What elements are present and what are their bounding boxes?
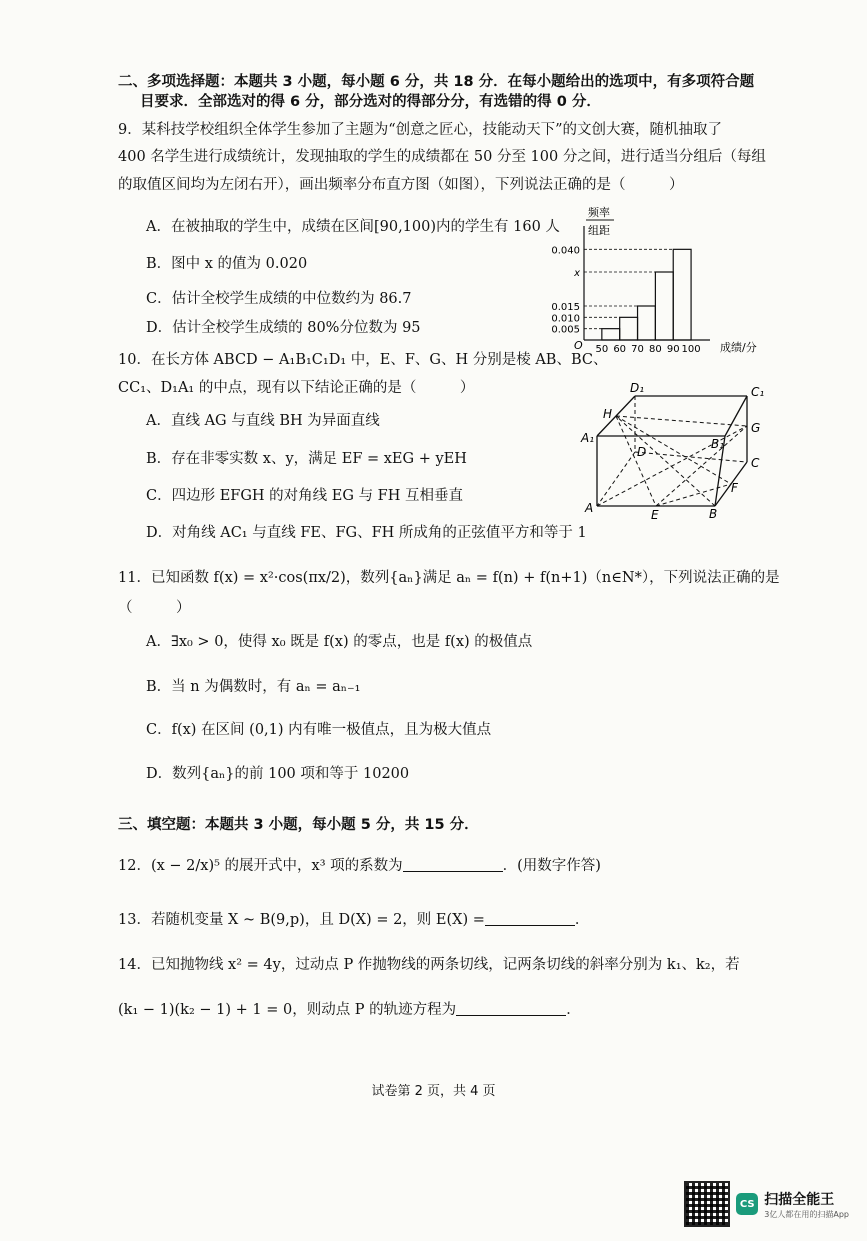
q11-stem-line1: 11．已知函数 f(x) = x²·cos(πx/2)，数列{aₙ}满足 aₙ = f(n) + f(n+1)（n∈N*），下列说法正确的是 [118,570,780,586]
cuboid-label-a: A [585,501,594,515]
q11-option-c: C．f(x) 在区间 (0,1) 内有唯一极值点，且为极大值点 [146,722,492,738]
q9-option-c: C．估计全校学生成绩的中位数约为 86.7 [146,291,412,307]
hist-xtick-label-60: 60 [613,344,627,355]
q10-option-a: A．直线 AG 与直线 BH 为异面直线 [146,413,380,429]
cuboid-label-a1: A₁ [581,431,595,445]
hist-ytick-label-1: x [574,268,580,279]
q13 [118,910,589,930]
q10-option-d: D．对角线 AC₁ 与直线 FE、FG、FH 所成角的正弦值平方和等于 1 [146,525,587,541]
section3-heading: 三、填空题：本题共 3 小题，每小题 5 分，共 15 分． [118,817,479,833]
hist-bar-80 [655,272,673,340]
section2-heading-line1: 二、多项选择题：本题共 3 小题，每小题 6 分，共 18 分．在每小题给出的选项中，有多项符合题 [118,74,755,90]
hist-bar-90 [673,249,691,340]
cuboid-label-d1: D₁ [630,381,645,395]
q11-stem-line2: （ ） [118,600,191,616]
q10-option-b: B．存在非零实数 x、y，满足 EF = xEG + yEH [146,451,467,467]
q9-option-a: A．在被抽取的学生中，成绩在区间[90,100)内的学生有 160 人 [146,219,560,235]
q12-text-pre: 12．(x − 2/x)⁵ 的展开式中，x³ 项的系数为 [118,858,403,874]
hist-ylabel-bottom: 组距 [588,224,610,237]
scanner-watermark [684,1191,849,1241]
camscanner-logo-icon: CS [736,1193,758,1215]
cuboid-label-e: E [651,508,659,522]
q14-answer-blank[interactable] [456,1001,566,1016]
hist-xtick-label-50: 50 [595,344,609,355]
q9-stem-line2: 400 名学生进行成绩统计，发现抽取的学生的成绩都在 50 分至 100 分之间，进行适当分组后（每组 [118,149,766,165]
hist-ylabel-top: 频率 [588,206,610,219]
frequency-histogram [540,198,770,360]
hist-bar-60 [620,317,638,340]
q9-stem-line1: 9．某科技学校组织全体学生参加了主题为“创意之匠心，技能动天下”的文创大赛，随机抽取了 [118,122,723,138]
hist-origin: O [574,339,583,352]
qr-code-icon [684,1181,730,1227]
q10-stem-line2: CC₁、D₁A₁ 的中点，现有以下结论正确的是（ ） [118,380,475,396]
hist-xtick-label-70: 70 [631,344,644,355]
hist-xtick-label-80: 80 [649,344,662,355]
q11-option-a: A．∃x₀ > 0，使得 x₀ 既是 f(x) 的零点，也是 f(x) 的极值点 [146,634,533,650]
watermark-brand: 扫描全能王 [764,1191,835,1208]
cuboid-label-g: G [751,421,761,435]
cuboid-label-d: D [637,445,647,459]
cuboid-figure [575,378,775,523]
cuboid-label-f: F [731,481,738,495]
q10-option-c: C．四边形 EFGH 的对角线 EG 与 FH 互相垂直 [146,488,463,504]
q14-stem-line1: 14．已知抛物线 x² = 4y，过动点 P 作抛物线的两条切线，记两条切线的斜率分别为 k₁、k₂，若 [118,957,740,973]
cuboid-label-c: C [751,456,760,470]
q13-answer-blank[interactable] [485,911,575,926]
q14-text-pre: (k₁ − 1)(k₂ − 1) + 1 = 0，则动点 P 的轨迹方程为 [118,1002,457,1018]
hist-ytick-label-4: 0.005 [551,324,580,336]
q12 [118,856,601,876]
q11-option-b: B．当 n 为偶数时，有 aₙ = aₙ₋₁ [146,679,361,695]
hist-xlabel: 成绩/分 [720,341,757,354]
page-footer: 试卷第 2 页，共 4 页 [371,1084,496,1099]
q10-stem-line1: 10．在长方体 ABCD − A₁B₁C₁D₁ 中，E、F、G、H 分别是棱 AB、BC、 [118,352,608,368]
cuboid-label-b: B [709,507,718,521]
hist-ytick-label-0: 0.040 [551,245,580,257]
cuboid-label-c1: C₁ [751,385,765,399]
hist-bar-50 [602,329,620,340]
hist-ytick-label-3: 0.010 [551,313,580,325]
section2-heading-line2: 目要求．全部选对的得 6 分，部分选对的得部分分，有选错的得 0 分． [140,94,601,110]
q13-text-pre: 13．若随机变量 X ~ B(9,p)，且 D(X) = 2，则 E(X) = [118,912,485,928]
q12-answer-blank[interactable] [403,857,503,872]
q9-option-b: B．图中 x 的值为 0.020 [146,256,308,272]
hist-bar-70 [638,306,656,340]
watermark-text [764,1189,849,1220]
q13-text-post: ． [574,912,590,928]
q9-option-d: D．估计全校学生成绩的 80%分位数为 95 [146,320,421,336]
hist-xtick-label-100: 100 [681,344,701,355]
q11-option-d: D．数列{aₙ}的前 100 项和等于 10200 [146,766,410,782]
q14-text-post: ． [566,1002,581,1018]
hist-xtick-label-90: 90 [666,344,680,355]
q14-stem-line2 [118,1000,581,1020]
hist-ytick-label-2: 0.015 [551,302,580,313]
q9-stem-line3: 的取值区间均为左闭右开），画出频率分布直方图（如图），下列说法正确的是（ ） [118,177,684,193]
watermark-sub: 3亿人都在用的扫描App [764,1209,849,1219]
cuboid-label-b1: B₁ [711,437,725,451]
q12-text-post: ．(用数字作答) [502,858,601,874]
cuboid-label-h: H [603,407,613,421]
